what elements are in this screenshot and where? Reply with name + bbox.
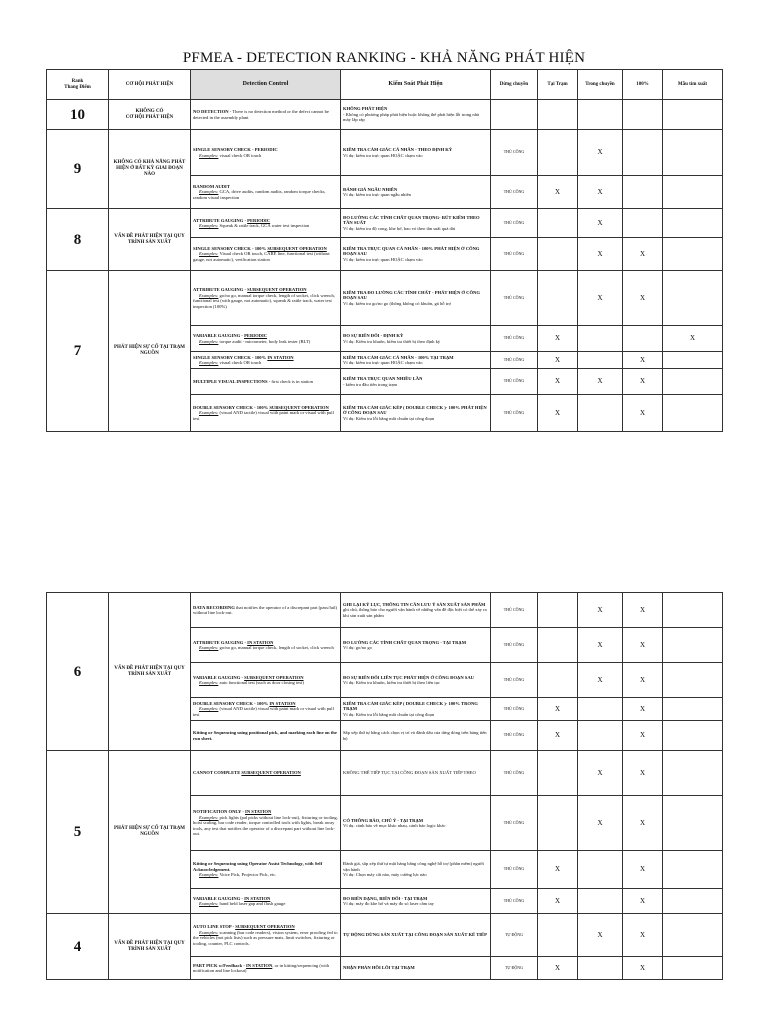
mark-in-station: X bbox=[538, 395, 578, 432]
mark-toolmark bbox=[663, 238, 723, 271]
detection-opportunity: VẤN ĐỀ PHÁT HIỆN TẠI QUY TRÌNH SẢN XUẤT bbox=[109, 914, 191, 980]
control-mode: THỦ CÔNG bbox=[491, 628, 538, 663]
examples-text: visual check OR touch bbox=[218, 152, 262, 158]
kiem-soat-phat-hien bbox=[341, 593, 491, 628]
detection-control bbox=[191, 352, 341, 369]
mark-100pct bbox=[623, 130, 663, 176]
kiem-soat-phat-hien bbox=[341, 851, 491, 889]
mark-midline: X bbox=[578, 209, 623, 238]
detection-control bbox=[191, 593, 341, 628]
kiem-soat-description: Đánh giá, sắp xếp thứ tự mặt hàng bằng công nghệ hỗ trợ (phần mềm) người vận hành Ví dụ: Chọn máy cắt nào, máy cường lực nào bbox=[343, 861, 484, 878]
kiem-soat-description: Ví dụ: Kiểm tra khuôn, kiểm tra thiết bị theo liên tục bbox=[343, 680, 440, 685]
kiem-soat-description: Ví dụ: go/no go bbox=[343, 645, 372, 650]
mark-100pct: X bbox=[623, 889, 663, 914]
detection-table-bottom bbox=[46, 592, 723, 980]
mark-midline bbox=[578, 698, 623, 721]
mark-in-station: X bbox=[538, 889, 578, 914]
detection-control bbox=[191, 796, 341, 851]
mark-toolmark bbox=[663, 130, 723, 176]
detection-opportunity: KHÔNG CÓ CƠ HỘI PHÁT HIỆN bbox=[109, 100, 191, 130]
mark-100pct: X bbox=[623, 238, 663, 271]
mark-midline bbox=[578, 326, 623, 352]
mark-toolmark bbox=[663, 721, 723, 751]
mark-midline: X bbox=[578, 751, 623, 796]
mark-100pct: X bbox=[623, 352, 663, 369]
examples-text: pick lights (pal picks without line lock-out), fixturing or tooling, hoist scaling, bar code reader, torque controlled tools with lights, break away tools, any test that notifies the operator of a discrepant part without line lock-out. bbox=[193, 814, 338, 837]
detection-opportunity: PHÁT HIỆN SỰ CỐ TẠI TRẠM NGUỒN bbox=[109, 751, 191, 914]
kiem-soat-heading: KIỂM TRA TRỰC QUAN CÁ NHÂN - 100% PHÁT HIỆN Ở CÔNG ĐOẠN SAU bbox=[343, 245, 480, 257]
mark-toolmark bbox=[663, 100, 723, 130]
detection-control bbox=[191, 209, 341, 238]
examples-label: Examples: bbox=[199, 814, 219, 820]
mark-midline bbox=[578, 957, 623, 980]
mark-100pct bbox=[623, 326, 663, 352]
kiem-soat-phat-hien bbox=[341, 395, 491, 432]
control-heading: VARIABLE GAUGING - bbox=[193, 895, 245, 901]
mark-in-station bbox=[538, 628, 578, 663]
control-description: that notifies the operator of a discrepant part (pass/fail) without line lock-out. bbox=[193, 604, 338, 615]
kiem-soat-phat-hien bbox=[341, 889, 491, 914]
kiem-soat-heading: ĐO SỰ BIẾN ĐỔI LIÊN TỤC PHÁT HIỆN Ở CÔNG ĐOẠN SAU bbox=[343, 674, 474, 680]
examples-text: (visual AND tactile) visual with paint mark or visual with pull test bbox=[193, 706, 334, 717]
control-heading: Kitting or Sequencing using positional pick, and marking each line on the run sheet. bbox=[193, 730, 337, 741]
kiem-soat-heading: KIỂM TRA CẢM GIÁC KÉP ( DOUBLE CHECK )- 100% TRONG TRẠM bbox=[343, 700, 478, 712]
kiem-soat-phat-hien bbox=[341, 698, 491, 721]
control-heading-underlined: IN STATION bbox=[247, 639, 274, 645]
examples-label: Examples: bbox=[199, 292, 219, 298]
control-heading: SINGLE SENSORY CHECK - PERIODIC bbox=[193, 147, 278, 152]
mark-midline bbox=[578, 851, 623, 889]
detection-opportunity: KHÔNG CÓ KHẢ NĂNG PHÁT HIỆN Ở BẤT KỲ GIAI ĐOẠN NÀO bbox=[109, 130, 191, 209]
mark-in-station bbox=[538, 100, 578, 130]
mark-midline: X bbox=[578, 914, 623, 957]
kiem-soat-phat-hien bbox=[341, 238, 491, 271]
mark-midline: X bbox=[578, 271, 623, 326]
detection-control bbox=[191, 238, 341, 271]
kiem-soat-heading: ĐO SỰ BIẾN ĐỔI - ĐỊNH KỲ bbox=[343, 333, 404, 338]
mark-toolmark bbox=[663, 395, 723, 432]
examples-label: Examples: bbox=[199, 645, 219, 650]
table-row bbox=[47, 751, 723, 796]
kiem-soat-description: Ví dụ: máy đo khe hở và máy đo só laser cầm tay bbox=[343, 901, 434, 906]
mark-in-station: X bbox=[538, 176, 578, 209]
kiem-soat-description: Ví dụ: kiểm tra trực quan HOẶC chạm vào bbox=[343, 256, 423, 262]
rank-value: 6 bbox=[47, 593, 109, 751]
control-heading: DATA RECORDING bbox=[193, 604, 235, 610]
control-mode: THỦ CÔNG bbox=[491, 238, 538, 271]
mark-100pct: X bbox=[623, 914, 663, 957]
mark-midline bbox=[578, 395, 623, 432]
control-mode bbox=[491, 100, 538, 130]
mark-toolmark bbox=[663, 628, 723, 663]
control-mode: TỰ ĐỘNG bbox=[491, 957, 538, 980]
mark-100pct: X bbox=[623, 628, 663, 663]
table-row bbox=[47, 209, 723, 238]
mark-in-station: X bbox=[538, 326, 578, 352]
examples-label: Examples: bbox=[199, 410, 219, 416]
control-heading-underlined: IN STATION bbox=[267, 354, 294, 360]
control-mode: THỦ CÔNG bbox=[491, 326, 538, 352]
table-row bbox=[47, 593, 723, 628]
mark-toolmark bbox=[663, 751, 723, 796]
mark-midline bbox=[578, 889, 623, 914]
examples-text: Squeak & rattle track, GCA water test inspection bbox=[218, 223, 310, 228]
control-heading: VARIABLE GAUGING - bbox=[193, 333, 245, 338]
rank-value: 9 bbox=[47, 130, 109, 209]
mark-in-station: X bbox=[538, 721, 578, 751]
control-heading-underlined: SUBSEQUENT OPERATION bbox=[247, 287, 307, 292]
kiem-soat-heading: KIỂM TRA ĐO LƯỜNG CÁC TÍNH CHẤT - PHÁT HIỆN Ở CÔNG ĐOẠN SAU bbox=[343, 289, 480, 301]
kiem-soat-phat-hien bbox=[341, 914, 491, 957]
kiem-soat-description: KHÔNG THỂ TIẾP TỤC TẠI CÔNG ĐOẠN SẢN XUẤT TIẾP THEO bbox=[343, 770, 476, 776]
detection-control bbox=[191, 957, 341, 980]
rank-value: 7 bbox=[47, 271, 109, 432]
mark-100pct bbox=[623, 100, 663, 130]
header-rank: Rank Thang Điểm bbox=[47, 70, 109, 100]
mark-in-station bbox=[538, 914, 578, 957]
kiem-soat-description: ghi chú, thông báo cho người vận hành về những vấn đề đặc biệt có thể xảy ra khi sản xuất sản phẩm bbox=[343, 607, 487, 618]
kiem-soat-phat-hien bbox=[341, 130, 491, 176]
examples-label: Examples: bbox=[199, 901, 219, 906]
mark-toolmark bbox=[663, 593, 723, 628]
kiem-soat-phat-hien bbox=[341, 271, 491, 326]
mark-100pct: X bbox=[623, 751, 663, 796]
kiem-soat-phat-hien bbox=[341, 352, 491, 369]
mark-in-station: X bbox=[538, 352, 578, 369]
examples-label: Examples: bbox=[199, 929, 219, 935]
examples-label: Examples: bbox=[199, 360, 219, 365]
mark-toolmark bbox=[663, 209, 723, 238]
mark-midline: X bbox=[578, 628, 623, 663]
header-100pct: 100% bbox=[623, 70, 663, 100]
mark-in-station bbox=[538, 796, 578, 851]
kiem-soat-phat-hien bbox=[341, 721, 491, 751]
kiem-soat-phat-hien bbox=[341, 326, 491, 352]
detection-control bbox=[191, 628, 341, 663]
mark-midline: X bbox=[578, 663, 623, 698]
mark-midline: X bbox=[578, 130, 623, 176]
kiem-soat-phat-hien bbox=[341, 369, 491, 395]
detection-control bbox=[191, 395, 341, 432]
control-heading: CANNOT COMPLETE bbox=[193, 770, 242, 776]
kiem-soat-heading: ĐÁNH GIÁ NGẪU NHIÊN bbox=[343, 186, 398, 192]
mark-midline: X bbox=[578, 176, 623, 209]
examples-label: Examples: bbox=[199, 189, 219, 195]
kiem-soat-phat-hien bbox=[341, 751, 491, 796]
detection-control bbox=[191, 889, 341, 914]
kiem-soat-description: - kiểm tra đầu tiên trong trạm bbox=[343, 381, 398, 387]
control-heading-underlined: PERIODIC bbox=[247, 217, 271, 223]
control-heading-underlined: SUBSEQUENT OPERATION bbox=[235, 924, 295, 929]
control-heading-underlined: SUBSEQUENT OPERATION bbox=[244, 674, 304, 680]
kiem-soat-phat-hien bbox=[341, 663, 491, 698]
kiem-soat-description: Ví dụ: kiểm tra trực quan HOẶC chạm vào bbox=[343, 152, 423, 158]
header-in-station: Tại Trạm bbox=[538, 70, 578, 100]
header-midline: Trong chuyền bbox=[578, 70, 623, 100]
detection-opportunity: VẤN ĐỀ PHÁT HIỆN TẠI QUY TRÌNH SẢN XUẤT bbox=[109, 209, 191, 271]
header-kiem-soat: Kiểm Soát Phát Hiện bbox=[341, 70, 491, 100]
detection-control bbox=[191, 663, 341, 698]
kiem-soat-description: Ví dụ: kiểm tra trực quan ngẫu nhiên bbox=[343, 192, 411, 197]
control-description: , or in kitting/sequencing (with notification and line lockout) bbox=[193, 962, 330, 973]
control-mode: THỦ CÔNG bbox=[491, 721, 538, 751]
kiem-soat-description: Ví dụ: kiểm tra go/no go (thông không có khuôn, gá hỗ trợ bbox=[343, 300, 451, 306]
examples-label: Examples: bbox=[199, 338, 219, 344]
control-heading: MULTIPLE VISUAL INSPECTIONS bbox=[193, 378, 268, 384]
detection-table-top bbox=[46, 69, 723, 432]
control-heading-underlined: SUBSEQUENT OPERATION bbox=[267, 245, 327, 251]
mark-100pct: X bbox=[623, 851, 663, 889]
table-row bbox=[47, 130, 723, 176]
control-heading-underlined: PERIODIC bbox=[244, 333, 268, 338]
mark-100pct: X bbox=[623, 395, 663, 432]
kiem-soat-description: - Không có phương pháp phát hiện hoặc không thể phát hiện lỗi trong nhà máy lắp ráp bbox=[343, 111, 480, 123]
kiem-soat-description: Ví dụ: Kiểm tra lỗi bằng mắt chuẩn tại công đoạn bbox=[343, 415, 435, 421]
mark-100pct: X bbox=[623, 721, 663, 751]
control-mode: THỦ CÔNG bbox=[491, 130, 538, 176]
mark-in-station bbox=[538, 593, 578, 628]
mark-in-station: X bbox=[538, 851, 578, 889]
control-heading: PART PICK w/Feedback - bbox=[193, 962, 247, 968]
control-mode: THỦ CÔNG bbox=[491, 698, 538, 721]
kiem-soat-heading: ĐO BIẾN DẠNG, BIẾN ĐỔI - TẠI TRẠM bbox=[343, 895, 428, 901]
control-heading: SINGLE SENSORY CHECK - 100% bbox=[193, 245, 268, 251]
mark-toolmark: X bbox=[663, 326, 723, 352]
detection-control bbox=[191, 326, 341, 352]
kiem-soat-heading: NHẬN PHẢN HỒI LỖI TẠI TRẠM bbox=[343, 965, 415, 971]
header-toolmark: Mẫu tìm xuất bbox=[663, 70, 723, 100]
table-row bbox=[47, 271, 723, 326]
mark-toolmark bbox=[663, 271, 723, 326]
detection-control bbox=[191, 130, 341, 176]
control-mode: THỦ CÔNG bbox=[491, 352, 538, 369]
kiem-soat-heading: ĐO LƯỜNG CÁC TÍNH CHẤT QUAN TRỌNG- RÚT KIỂM THEO TẦN SUẤT bbox=[343, 214, 480, 226]
examples-label: Examples: bbox=[199, 872, 219, 878]
control-mode: THỦ CÔNG bbox=[491, 889, 538, 914]
detection-control bbox=[191, 100, 341, 130]
examples-text: hand held laser gap and flush gauge bbox=[218, 901, 286, 906]
control-mode: THỦ CÔNG bbox=[491, 593, 538, 628]
mark-100pct: X bbox=[623, 593, 663, 628]
rank-value: 5 bbox=[47, 751, 109, 914]
mark-in-station: X bbox=[538, 698, 578, 721]
examples-text: visual check OR touch bbox=[218, 360, 262, 365]
examples-label: Examples: bbox=[199, 152, 219, 158]
mark-midline bbox=[578, 721, 623, 751]
control-heading-underlined: SUBSEQUENT OPERATION bbox=[269, 404, 329, 410]
examples-text: auto functional test (such as door closing test) bbox=[218, 680, 304, 685]
examples-text: GCA, drive audits, random audits, random torque checks, random visual inspection bbox=[193, 189, 326, 200]
kiem-soat-description: Ví dụ: kiểm tra độ cong, khe hở, bao vỏ theo tần suất quá dài bbox=[343, 225, 456, 231]
page-title: PFMEA - DETECTION RANKING - KHẢ NĂNG PHÁT HIỆN bbox=[182, 50, 586, 66]
mark-100pct: X bbox=[623, 796, 663, 851]
mark-midline bbox=[578, 100, 623, 130]
control-mode: THỦ CÔNG bbox=[491, 271, 538, 326]
mark-midline: X bbox=[578, 238, 623, 271]
kiem-soat-heading: GHI LẠI KÝ LỤC, THÔNG TIN CẦN LƯU Ý SẢN XUẤT SẢN PHẨM bbox=[343, 601, 486, 607]
examples-text: go/no go, manual torque check, length of socket, click wrench bbox=[218, 645, 334, 650]
detection-control bbox=[191, 721, 341, 751]
detection-opportunity: PHÁT HIỆN SỰ CỐ TẠI TRẠM NGUỒN bbox=[109, 271, 191, 432]
mark-in-station: X bbox=[538, 369, 578, 395]
kiem-soat-heading: KIỂM TRA TRỰC QUAN NHIỀU LẦN bbox=[343, 376, 423, 381]
detection-control bbox=[191, 751, 341, 796]
control-mode: THỦ CÔNG bbox=[491, 751, 538, 796]
control-heading: ATTRIBUTE GAUGING - bbox=[193, 217, 248, 223]
examples-label: Examples: bbox=[199, 223, 219, 228]
rank-value: 8 bbox=[47, 209, 109, 271]
rank-value: 4 bbox=[47, 914, 109, 980]
kiem-soat-description: Ví dụ: cảnh báo về mục khác nhau, cảnh báo logic khác bbox=[343, 823, 446, 828]
control-heading-underlined: IN STATION bbox=[269, 700, 296, 706]
kiem-soat-heading: KIỂM TRA CẢM GIÁC KÉP ( DOUBLE CHECK )- 100% PHÁT HIỆN Ở CÔNG ĐOẠN SAU bbox=[343, 404, 487, 416]
detection-control bbox=[191, 271, 341, 326]
control-heading: DOUBLE SENSORY CHECK - 100% bbox=[193, 700, 270, 706]
control-heading: VARIABLE GAUGING - bbox=[193, 674, 245, 680]
kiem-soat-description: Sắp xếp thứ tự bằng cách chọn vị trí và đánh dấu của từng dòng trên bảng tiến bộ bbox=[343, 730, 487, 741]
mark-100pct: X bbox=[623, 698, 663, 721]
control-heading-underlined: IN STATION bbox=[246, 962, 273, 968]
mark-toolmark bbox=[663, 176, 723, 209]
header-line-stop: Dừng chuyền bbox=[491, 70, 538, 100]
detection-opportunity: VẤN ĐỀ PHÁT HIỆN TẠI QUY TRÌNH SẢN XUẤT bbox=[109, 593, 191, 751]
control-mode: THỦ CÔNG bbox=[491, 176, 538, 209]
control-mode: THỦ CÔNG bbox=[491, 796, 538, 851]
header-detection-control: Detection Control bbox=[191, 70, 341, 100]
control-heading: Kitting or Sequencing using Operator Assist Technology, with Self Acknowledgement. bbox=[193, 861, 323, 872]
examples-label: Examples: bbox=[199, 251, 219, 257]
table-row bbox=[47, 914, 723, 957]
control-heading-underlined: IN STATION bbox=[245, 809, 272, 815]
mark-midline: X bbox=[578, 369, 623, 395]
kiem-soat-heading: KHÔNG PHÁT HIỆN bbox=[343, 106, 388, 112]
kiem-soat-heading: CÓ THÔNG BÁO, CHÚ Ý - TẠI TRẠM bbox=[343, 817, 424, 823]
control-mode: THỦ CÔNG bbox=[491, 209, 538, 238]
mark-100pct bbox=[623, 176, 663, 209]
kiem-soat-heading: KIỂM TRA CẢM GIÁC CÁ NHÂN - 100% TẠI TRẠM bbox=[343, 354, 454, 360]
kiem-soat-phat-hien bbox=[341, 957, 491, 980]
mark-toolmark bbox=[663, 889, 723, 914]
control-mode: THỦ CÔNG bbox=[491, 369, 538, 395]
control-heading: NO DETECTION bbox=[193, 109, 229, 114]
rank-value: 10 bbox=[47, 100, 109, 130]
examples-label: Examples: bbox=[199, 680, 219, 685]
mark-100pct: X bbox=[623, 271, 663, 326]
kiem-soat-heading: TỰ ĐỘNG DỪNG SẢN XUẤT TẠI CÔNG ĐOẠN SẢN XUẤT KẾ TIẾP bbox=[343, 932, 487, 938]
examples-text: go/no go, manual torque check, length of socket, click wrench, functional test (with gauge, not automatic), squeak & rattle track, water test inspection (100%) bbox=[193, 292, 335, 309]
mark-toolmark bbox=[663, 796, 723, 851]
table-row bbox=[47, 100, 723, 130]
mark-in-station bbox=[538, 751, 578, 796]
control-description: - There is no detection method or the defect cannot be detected in the assembly plant bbox=[193, 109, 329, 120]
mark-toolmark bbox=[663, 352, 723, 369]
control-description: - first check is in station bbox=[267, 378, 313, 384]
mark-in-station bbox=[538, 271, 578, 326]
examples-label: Examples: bbox=[199, 706, 219, 712]
detection-control bbox=[191, 176, 341, 209]
detection-control bbox=[191, 851, 341, 889]
control-heading: RANDOM AUDIT bbox=[193, 183, 230, 189]
mark-toolmark bbox=[663, 698, 723, 721]
control-mode: THỦ CÔNG bbox=[491, 851, 538, 889]
control-mode: TỰ ĐỘNG bbox=[491, 914, 538, 957]
examples-text: torque audit - micrometer, body leak tester (BLT) bbox=[218, 338, 311, 344]
kiem-soat-description: Ví dụ: kiểm tra trực quan HOẶC chạm vào bbox=[343, 360, 423, 365]
mark-midline: X bbox=[578, 593, 623, 628]
mark-in-station bbox=[538, 130, 578, 176]
detection-control bbox=[191, 914, 341, 957]
kiem-soat-heading: KIỂM TRA CẢM GIÁC CÁ NHÂN - THEO ĐỊNH KỲ bbox=[343, 147, 453, 152]
kiem-soat-description: Ví dụ: Kiểm tra lỗi bằng mắt chuẩn tại công đoạn bbox=[343, 711, 435, 717]
kiem-soat-phat-hien bbox=[341, 209, 491, 238]
kiem-soat-phat-hien bbox=[341, 628, 491, 663]
control-mode: THỦ CÔNG bbox=[491, 395, 538, 432]
kiem-soat-phat-hien bbox=[341, 176, 491, 209]
mark-100pct: X bbox=[623, 663, 663, 698]
detection-control bbox=[191, 369, 341, 395]
mark-midline: X bbox=[578, 796, 623, 851]
mark-in-station: X bbox=[538, 957, 578, 980]
kiem-soat-phat-hien bbox=[341, 100, 491, 130]
control-heading: SINGLE SENSORY CHECK - 100% bbox=[193, 354, 268, 360]
control-heading-underlined: IN STATION bbox=[244, 895, 271, 901]
mark-in-station bbox=[538, 663, 578, 698]
examples-text: Voice Pick, Projector Pick, etc. bbox=[218, 872, 277, 878]
examples-text: Visual check OR touch, CARE line, functional test (without gauge, not automatic), verification station bbox=[193, 251, 330, 262]
control-heading: ATTRIBUTE GAUGING - bbox=[193, 639, 248, 645]
mark-toolmark bbox=[663, 663, 723, 698]
kiem-soat-description: Ví dụ: Kiểm tra khuôn, kiểm tra thiết bị theo định kỳ bbox=[343, 338, 441, 344]
mark-toolmark bbox=[663, 914, 723, 957]
control-mode: THỦ CÔNG bbox=[491, 663, 538, 698]
mark-toolmark bbox=[663, 369, 723, 395]
mark-100pct bbox=[623, 209, 663, 238]
control-heading: DOUBLE SENSORY CHECK - 100% bbox=[193, 404, 270, 410]
mark-100pct: X bbox=[623, 369, 663, 395]
examples-text: scanning (bar code readers), vision system, error proofing fed to the vehicles (not pick lists) such as pressure mats, limit switches, fixturing or tooling, counter, PLC controls. bbox=[193, 929, 338, 946]
kiem-soat-phat-hien bbox=[341, 796, 491, 851]
control-heading: AUTO LINE STOP - bbox=[193, 924, 236, 929]
control-heading: NOTIFICATION ONLY - bbox=[193, 809, 246, 815]
header-opportunity: CƠ HỘI PHÁT HIỆN bbox=[109, 70, 191, 100]
mark-in-station bbox=[538, 209, 578, 238]
mark-in-station bbox=[538, 238, 578, 271]
detection-control bbox=[191, 698, 341, 721]
mark-toolmark bbox=[663, 851, 723, 889]
mark-midline bbox=[578, 352, 623, 369]
examples-text: (visual AND tactile) visual with paint mark or visual with pull test bbox=[193, 410, 334, 421]
mark-100pct: X bbox=[623, 957, 663, 980]
control-heading: ATTRIBUTE GAUGING - bbox=[193, 287, 248, 292]
mark-toolmark bbox=[663, 957, 723, 980]
control-heading-underlined: SUBSEQUENT OPERATION bbox=[241, 770, 301, 776]
kiem-soat-heading: ĐO LƯỜNG CÁC TÍNH CHẤT QUAN TRỌNG - TẠI TRẠM bbox=[343, 639, 467, 645]
